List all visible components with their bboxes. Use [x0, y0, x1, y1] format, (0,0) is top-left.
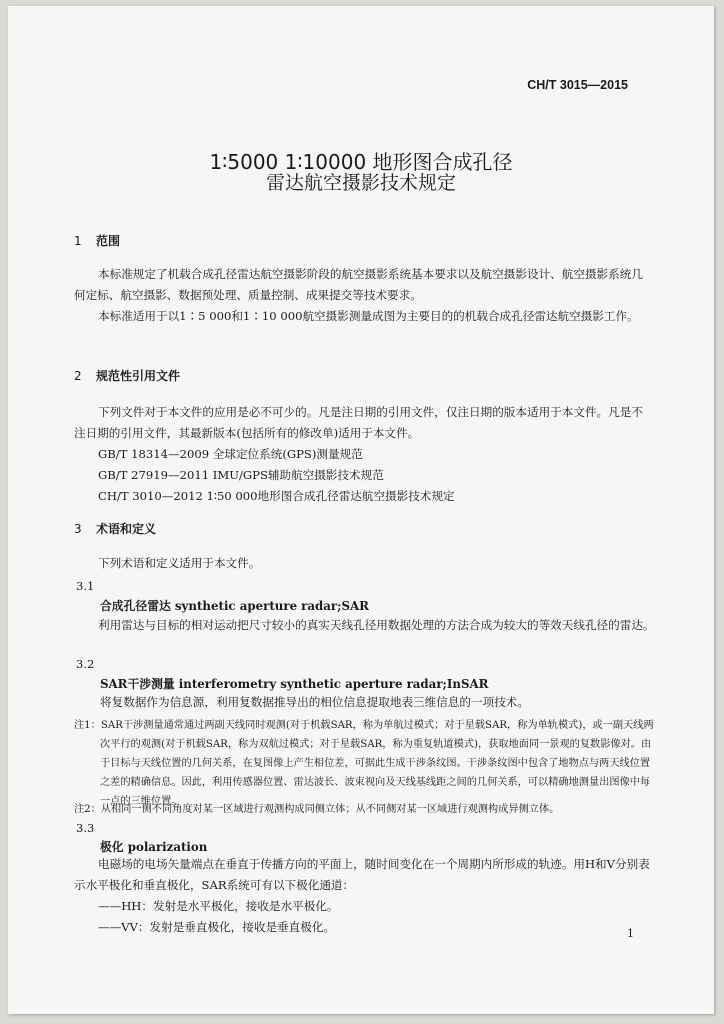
document-page: [8, 6, 714, 1014]
term-definition: 电磁场的电场矢量端点在垂直于传播方向的平面上，随时间变化在一个周期内所形成的轨迹。用H和V分别表示水平极化和垂直极化，SAR系统可有以下极化通道：: [74, 857, 650, 892]
section-number: 3: [74, 522, 82, 536]
section-title: 术语和定义: [96, 522, 157, 536]
standard-code: CH/T 3015—2015: [527, 78, 628, 92]
reference-item: GB/T 18314—2009 全球定位系统(GPS)测量规范: [98, 447, 363, 461]
term-title: SAR干涉测量 interferometry synthetic aperture radar;InSAR: [100, 677, 489, 691]
section-3-intro: 下列术语和定义适用于本文件。: [98, 556, 261, 570]
term-definition: 利用雷达与目标的相对运动把尺寸较小的真实天线孔径用数据处理的方法合成为较大的等效天线孔径的雷达。: [98, 618, 655, 632]
list-item: ——HH：发射是水平极化，接收是水平极化。: [98, 899, 339, 913]
section-title: 规范性引用文件: [96, 369, 181, 383]
section-1-para-1: 本标准规定了机载合成孔径雷达航空摄影阶段的航空摄影系统基本要求以及航空摄影设计、航空摄影系统几何定标、航空摄影、数据预处理、质量控制、成果提交等技术要求。: [74, 267, 643, 302]
term-number: 3.1: [76, 579, 95, 593]
section-number: 2: [74, 369, 82, 383]
section-number: 1: [74, 234, 82, 248]
list-item: ——VV：发射是垂直极化，接收是垂直极化。: [98, 920, 336, 934]
section-2-heading: [74, 367, 180, 384]
title-line-2: 雷达航空摄影技术规定: [265, 172, 456, 194]
term-title: 极化 polarization: [100, 840, 208, 854]
note-2: 注2：从相同一侧不同角度对某一区域进行观测构成同侧立体；从不同侧对某一区域进行观测构成异侧立体。: [74, 804, 560, 815]
section-2-para: 下列文件对于本文件的应用是必不可少的。凡是注日期的引用文件，仅注日期的版本适用于本文件。凡是不注日期的引用文件，其最新版本(包括所有的修改单)适用于本文件。: [74, 405, 643, 440]
title-line-1: 1∶5000 1∶10000 地形图合成孔径: [209, 150, 513, 174]
note-1: 注1：SAR干涉测量通常通过两副天线同时观测(对于机载SAR，称为单航过模式；对于星载SAR，称为单轨模式)，或一副天线两次平行的观测(对于机载SAR，称为双航过模式；对于星载SAR，称为重复轨道模式)，获取地面同一景观的复数影像对。由于目标与天线位置的几何关系，在复图像上产生相位差，可据此生成干涉条纹图。干涉条纹图中包含了地物点与两天线位置之差的精确信息。因此，利用传感器位置、雷达波长、波束视向及天线基线距之间的几何关系，可以精确地测量出图像中每一点的三维位置。: [74, 720, 654, 807]
section-3-heading: [74, 520, 156, 537]
section-1-para-2: 本标准适用于以1∶5 000和1∶10 000航空摄影测量成图为主要目的的机载合成孔径雷达航空摄影工作。: [98, 309, 639, 323]
section-1-heading: [74, 232, 120, 249]
term-number: 3.3: [76, 821, 95, 835]
page-number: 1: [627, 927, 634, 940]
reference-item: GB/T 27919—2011 IMU/GPS辅助航空摄影技术规范: [98, 468, 384, 482]
term-number: 3.2: [76, 657, 95, 671]
term-definition: 将复数据作为信息源，利用复数据推导出的相位信息提取地表三维信息的一项技术。: [100, 695, 529, 709]
reference-item: CH/T 3010—2012 1∶50 000地形图合成孔径雷达航空摄影技术规定: [98, 489, 455, 503]
section-title: 范围: [96, 234, 121, 248]
term-title: 合成孔径雷达 synthetic aperture radar;SAR: [100, 599, 369, 613]
